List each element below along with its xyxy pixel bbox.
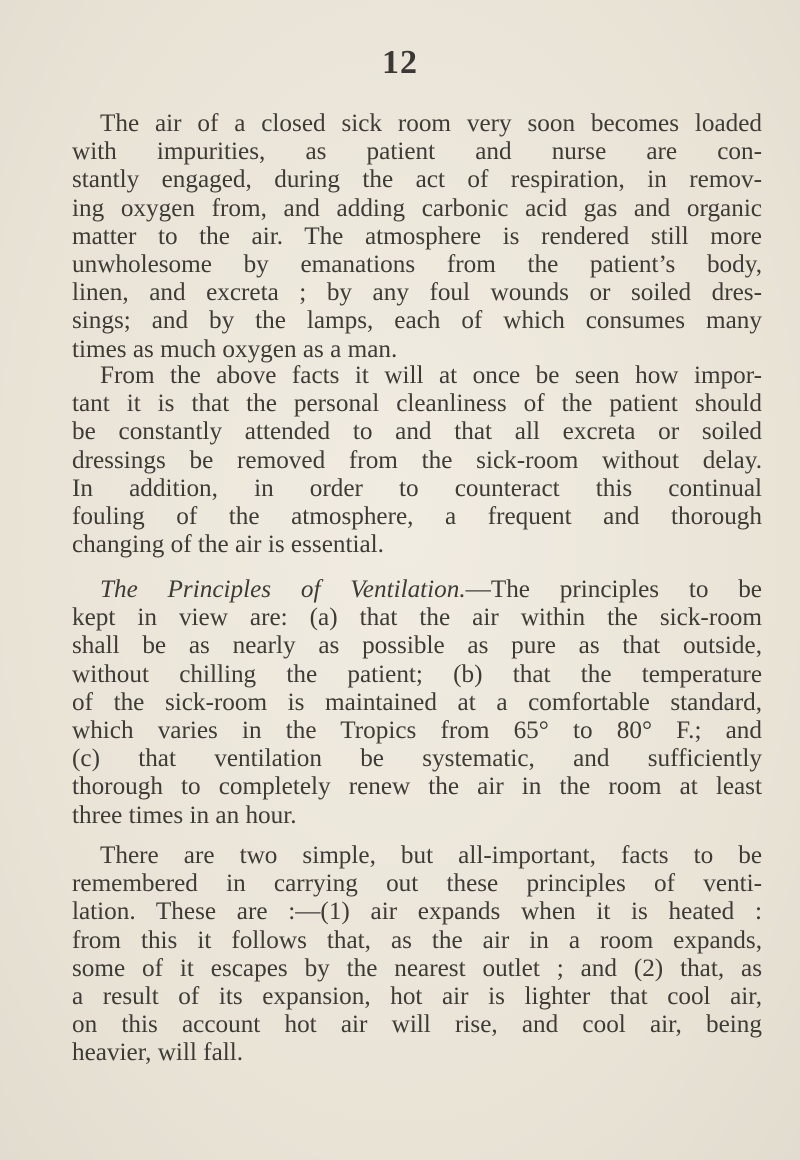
paragraph-line: dressings be removed from the sick-room without delay. [72, 446, 762, 474]
paragraph-line: from this it follows that, as the air in a room expands, [72, 926, 762, 954]
paragraph-line: kept in view are: (a) that the air within the sick-room [72, 604, 762, 632]
paragraph-line: thorough to completely renew the air in the room at least [72, 773, 762, 801]
paragraph-line: The air of a closed sick room very soon becomes loaded [100, 110, 762, 137]
paragraph-line: There are two simple, but all-important, facts to be [100, 842, 762, 869]
paragraph-line: shall be as nearly as possible as pure as that outside, [72, 632, 762, 660]
paragraph-line: tant it is that the personal cleanliness of the patient should [72, 390, 762, 418]
section-title: The Principles of Ventilation. [100, 576, 466, 603]
paragraph-line: ing oxygen from, and adding carbonic acid gas and organic [72, 194, 762, 222]
paragraph-line: (c) that ventilation be systematic, and sufficiently [72, 745, 762, 773]
paragraph-line: some of it escapes by the nearest outlet ; and (2) that, as [72, 954, 762, 982]
paragraph-line: From the above facts it will at once be seen how impor- [100, 362, 762, 389]
paragraph-closed-sick-room [72, 110, 762, 364]
paragraph-line: sings; and by the lamps, each of which consumes many [72, 307, 762, 335]
paragraph-line: linen, and excreta ; by any foul wounds or soiled dres- [72, 279, 762, 307]
paragraph-line: times as much oxygen as a man. [72, 335, 398, 363]
section-title-continuation: —The principles to be [465, 576, 762, 603]
paragraph-line: a result of its expansion, hot air is lighter that cool air, [72, 983, 762, 1011]
paragraph-line: on this account hot air will rise, and cool air, being [72, 1011, 762, 1039]
paragraph-line: matter to the air. The atmosphere is rendered still more [72, 222, 762, 250]
paragraph-line: changing of the air is essential. [72, 531, 384, 559]
paragraph-line: unwholesome by emanations from the patient’s body, [72, 251, 762, 279]
paragraph-line: fouling of the atmosphere, a frequent and thorough [72, 503, 762, 531]
paragraph-line: which varies in the Tropics from 65° to 80° F.; and [72, 717, 762, 745]
page-number: 12 [382, 44, 418, 81]
paragraph-principles-of-ventilation [72, 576, 762, 830]
paragraph-line: with impurities, as patient and nurse are con- [72, 138, 762, 166]
paragraph-line: lation. These are :—(1) air expands when it is heated : [72, 898, 762, 926]
paragraph-line: three times in an hour. [72, 801, 297, 829]
paragraph-line [72, 576, 762, 604]
paragraph-line: without chilling the patient; (b) that the temperature [72, 660, 762, 688]
paragraph-line: of the sick-room is maintained at a comfortable standard, [72, 688, 762, 716]
paragraph-line: be constantly attended to and that all excreta or soiled [72, 418, 762, 446]
paragraph-cleanliness [72, 362, 762, 559]
paragraph-air-expansion-facts [72, 842, 762, 1068]
paragraph-line: heavier, will fall. [72, 1039, 244, 1067]
paragraph-line: remembered in carrying out these principles of venti- [72, 870, 762, 898]
paragraph-line: In addition, in order to counteract this continual [72, 474, 762, 502]
paragraph-line: stantly engaged, during the act of respiration, in remov- [72, 166, 762, 194]
